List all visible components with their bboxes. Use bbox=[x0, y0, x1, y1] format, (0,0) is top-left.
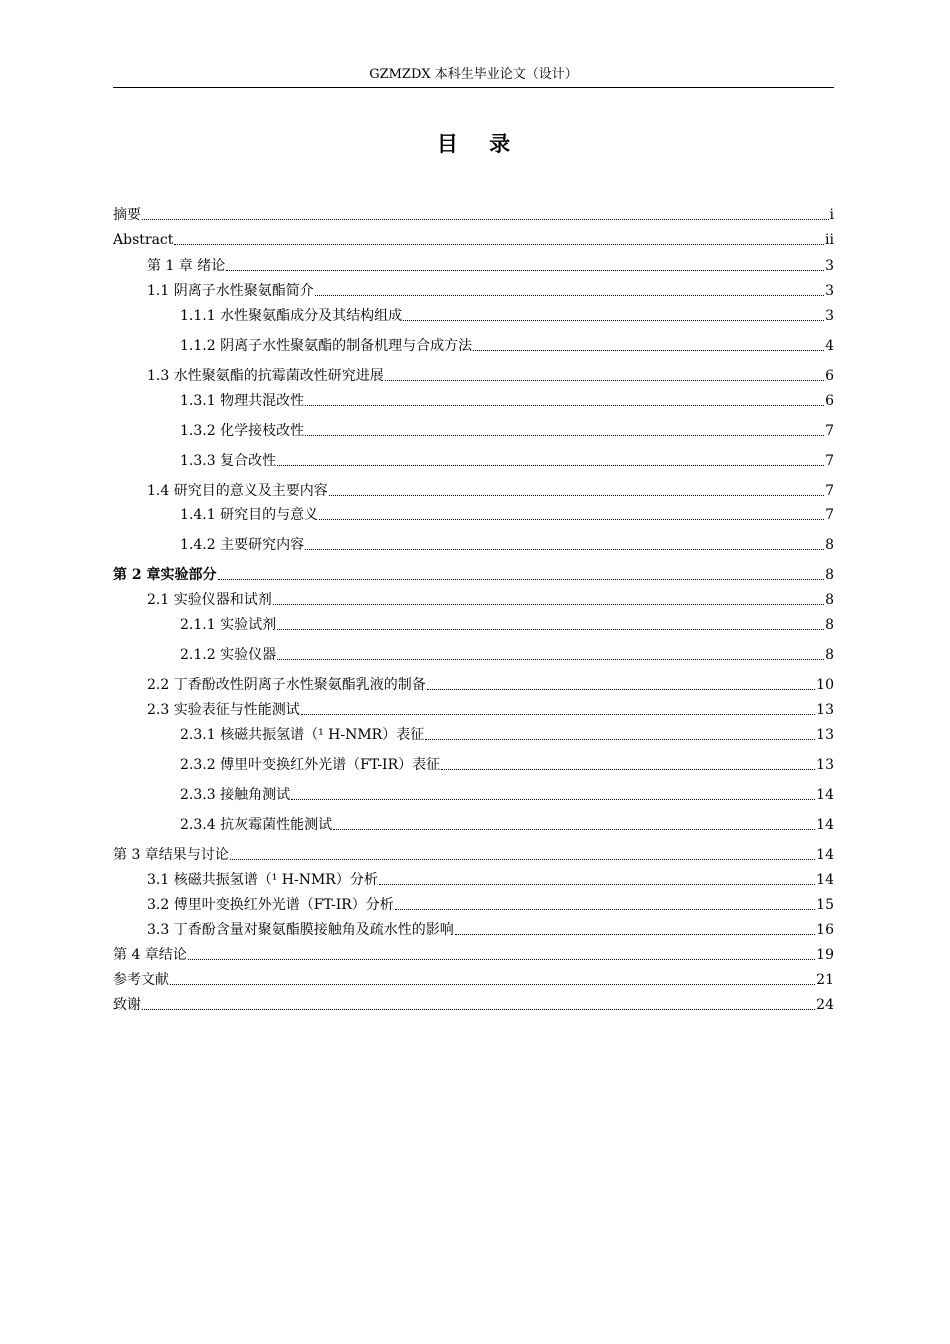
toc-entry[interactable] bbox=[180, 816, 834, 834]
toc-entry-label: 2.2 丁香酚改性阴离子水性聚氨酯乳液的制备 bbox=[147, 677, 426, 693]
toc-entry[interactable] bbox=[113, 971, 834, 989]
page-header: GZMZDX 本科生毕业论文（设计） bbox=[369, 67, 578, 82]
toc-entry-page: 4 bbox=[825, 338, 834, 354]
page-title: 目 录 bbox=[436, 131, 523, 156]
header-divider bbox=[113, 87, 834, 88]
toc-entry-page: 7 bbox=[825, 507, 834, 523]
toc-entry[interactable] bbox=[113, 566, 834, 584]
toc-leader-dots bbox=[455, 932, 815, 935]
toc-entry-page: 7 bbox=[825, 423, 834, 439]
toc-leader-dots bbox=[188, 957, 815, 960]
toc-entry[interactable] bbox=[180, 616, 834, 634]
toc-entry-page: 14 bbox=[816, 872, 834, 888]
toc-entry-page: 10 bbox=[816, 677, 834, 693]
toc-leader-dots bbox=[329, 493, 824, 496]
toc-entry-page: 24 bbox=[816, 997, 834, 1013]
toc-entry-label: 第 2 章实验部分 bbox=[113, 567, 217, 583]
toc-leader-dots bbox=[305, 433, 824, 436]
toc-entry-label: 摘要 bbox=[113, 207, 141, 223]
toc-entry[interactable] bbox=[147, 367, 834, 385]
toc-leader-dots bbox=[174, 242, 824, 245]
toc-leader-dots bbox=[301, 712, 815, 715]
toc-entry[interactable] bbox=[180, 452, 834, 470]
toc-leader-dots bbox=[291, 797, 815, 800]
toc-entry-label: 1.4.1 研究目的与意义 bbox=[180, 507, 319, 523]
toc-entry-label: 2.3.3 接触角测试 bbox=[180, 787, 291, 803]
toc-entry-page: 16 bbox=[816, 922, 834, 938]
toc-entry-page: 7 bbox=[825, 483, 834, 499]
toc-leader-dots bbox=[473, 348, 824, 351]
toc-leader-dots bbox=[142, 1007, 815, 1010]
toc-entry[interactable] bbox=[180, 337, 834, 355]
toc-leader-dots bbox=[441, 767, 815, 770]
toc-entry-page: 14 bbox=[816, 847, 834, 863]
toc-leader-dots bbox=[230, 857, 815, 860]
toc-leader-dots bbox=[395, 907, 815, 910]
toc-entry-page: 14 bbox=[816, 787, 834, 803]
toc-entry-label: 3.2 傅里叶变换红外光谱（FT-IR）分析 bbox=[147, 897, 394, 913]
toc-entry[interactable] bbox=[180, 646, 834, 664]
toc-leader-dots bbox=[403, 318, 824, 321]
toc-entry-page: 6 bbox=[825, 393, 834, 409]
toc-leader-dots bbox=[170, 982, 815, 985]
toc-entry-label: 3.3 丁香酚含量对聚氨酯膜接触角及疏水性的影响 bbox=[147, 922, 454, 938]
toc-entry[interactable] bbox=[147, 257, 834, 275]
toc-entry[interactable] bbox=[180, 392, 834, 410]
toc-entry-page: 14 bbox=[816, 817, 834, 833]
toc-entry-page: 8 bbox=[825, 567, 834, 583]
toc-entry-page: 8 bbox=[825, 537, 834, 553]
toc-entry[interactable] bbox=[113, 996, 834, 1014]
toc-entry-label: 2.3.1 核磁共振氢谱（¹ H-NMR）表征 bbox=[180, 727, 425, 743]
toc-entry-label: 1.3 水性聚氨酯的抗霉菌改性研究进展 bbox=[147, 368, 384, 384]
toc-entry-page: 13 bbox=[816, 702, 834, 718]
toc-entry[interactable] bbox=[147, 482, 834, 500]
toc-leader-dots bbox=[273, 602, 824, 605]
toc-entry[interactable] bbox=[180, 307, 834, 325]
toc-leader-dots bbox=[277, 627, 824, 630]
toc-entry-page: 13 bbox=[816, 757, 834, 773]
toc-leader-dots bbox=[427, 687, 815, 690]
toc-entry-label: 2.1 实验仪器和试剂 bbox=[147, 592, 272, 608]
toc-entry-label: Abstract bbox=[113, 232, 174, 248]
toc-entry[interactable] bbox=[180, 536, 834, 554]
toc-entry-label: 第 3 章结果与讨论 bbox=[113, 847, 229, 863]
toc-entry-label: 第 1 章 绪论 bbox=[147, 258, 226, 274]
toc-entry-label: 参考文献 bbox=[113, 972, 169, 988]
toc-entry[interactable] bbox=[113, 206, 834, 224]
toc-entry-page: 8 bbox=[825, 592, 834, 608]
toc-entry-label: 1.4 研究目的意义及主要内容 bbox=[147, 483, 328, 499]
toc-entry[interactable] bbox=[147, 896, 834, 914]
toc-entry[interactable] bbox=[180, 756, 834, 774]
toc-entry-label: 3.1 核磁共振氢谱（¹ H-NMR）分析 bbox=[147, 872, 378, 888]
toc-entry-page: 3 bbox=[825, 283, 834, 299]
toc-entry-label: 2.3 实验表征与性能测试 bbox=[147, 702, 300, 718]
toc-entry[interactable] bbox=[147, 871, 834, 889]
toc-leader-dots bbox=[277, 657, 824, 660]
toc-entry[interactable] bbox=[180, 422, 834, 440]
toc-entry[interactable] bbox=[147, 591, 834, 609]
toc-entry-label: 致谢 bbox=[113, 997, 141, 1013]
toc-leader-dots bbox=[226, 268, 824, 271]
toc-entry-page: 13 bbox=[816, 727, 834, 743]
toc-entry-label: 2.1.1 实验试剂 bbox=[180, 617, 277, 633]
toc-leader-dots bbox=[379, 882, 815, 885]
toc-leader-dots bbox=[277, 463, 824, 466]
toc-leader-dots bbox=[333, 827, 815, 830]
toc-entry-page: 8 bbox=[825, 647, 834, 663]
toc-entry-page: 3 bbox=[825, 258, 834, 274]
toc-entry-page: 6 bbox=[825, 368, 834, 384]
toc-entry-label: 1.4.2 主要研究内容 bbox=[180, 537, 305, 553]
toc-entry[interactable] bbox=[180, 786, 834, 804]
toc-entry-label: 第 4 章结论 bbox=[113, 947, 187, 963]
toc-entry-page: 7 bbox=[825, 453, 834, 469]
toc-entry-label: 1.3.2 化学接枝改性 bbox=[180, 423, 305, 439]
toc-entry[interactable] bbox=[113, 946, 834, 964]
toc-entry-page: 8 bbox=[825, 617, 834, 633]
toc-entry-page: ii bbox=[825, 232, 834, 248]
toc-leader-dots bbox=[305, 547, 824, 550]
toc-leader-dots bbox=[319, 517, 824, 520]
toc-entry-label: 1.1 阴离子水性聚氨酯简介 bbox=[147, 283, 314, 299]
toc-entry[interactable] bbox=[147, 676, 834, 694]
toc-entry-page: 19 bbox=[816, 947, 834, 963]
toc-entry[interactable] bbox=[147, 921, 834, 939]
toc-entry[interactable] bbox=[147, 282, 834, 300]
toc-entry[interactable] bbox=[180, 506, 834, 524]
toc-entry-page: 15 bbox=[816, 897, 834, 913]
toc-entry-label: 2.1.2 实验仪器 bbox=[180, 647, 277, 663]
toc-entry[interactable] bbox=[113, 231, 834, 249]
toc-entry-page: 3 bbox=[825, 308, 834, 324]
toc-entry[interactable] bbox=[180, 726, 834, 744]
toc-leader-dots bbox=[385, 378, 824, 381]
toc-leader-dots bbox=[142, 217, 829, 220]
toc-entry-label: 1.3.1 物理共混改性 bbox=[180, 393, 305, 409]
toc-entry-page: i bbox=[829, 207, 834, 223]
toc-leader-dots bbox=[305, 403, 824, 406]
toc-leader-dots bbox=[425, 737, 815, 740]
toc-entry-label: 2.3.2 傅里叶变换红外光谱（FT-IR）表征 bbox=[180, 757, 441, 773]
toc-leader-dots bbox=[218, 577, 825, 580]
toc-entry[interactable] bbox=[113, 846, 834, 864]
toc-entry-label: 1.3.3 复合改性 bbox=[180, 453, 277, 469]
toc-entry-label: 1.1.1 水性聚氨酯成分及其结构组成 bbox=[180, 308, 403, 324]
toc-entry[interactable] bbox=[147, 701, 834, 719]
toc-leader-dots bbox=[315, 293, 824, 296]
toc-entry-label: 1.1.2 阴离子水性聚氨酯的制备机理与合成方法 bbox=[180, 338, 473, 354]
toc-entry-page: 21 bbox=[816, 972, 834, 988]
toc-entry-label: 2.3.4 抗灰霉菌性能测试 bbox=[180, 817, 333, 833]
